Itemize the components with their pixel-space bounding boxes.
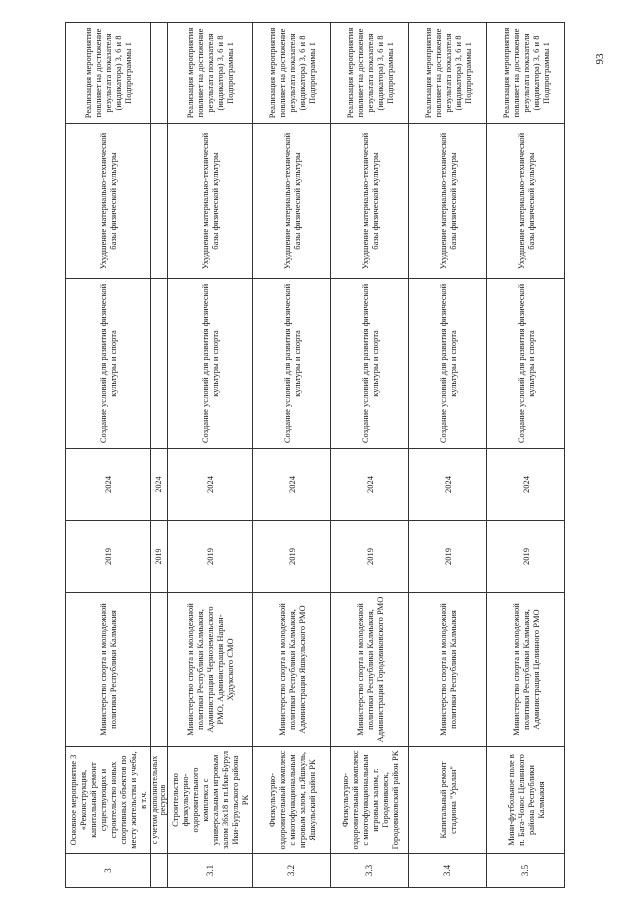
- measure-name: Физкультурно-оздоровительный комплекс с многофункциональным игровым залом, п.Яшкуль, Яшкульский район РК: [253, 747, 331, 854]
- non-implementation-consequence: Ухудшение материально-технической базы физической культуры: [253, 124, 331, 279]
- executor: Министерство спорта и молодежной политики Республики Калмыкия, Администрация Яшкульского РМО: [253, 593, 331, 747]
- indicator-link: Реализация мероприятия повлияет на достижение результата показателя (индикатора) 3, 6 и 8 Подпрограммы 1: [487, 23, 565, 124]
- expected-result: Создание условий для развития физической культуры и спорта: [409, 279, 487, 449]
- expected-result: Создание условий для развития физической культуры и спорта: [331, 279, 409, 449]
- row-number: 3.5: [487, 854, 565, 888]
- measure-name: Строительство физкультурно-оздоровительного комплекса с универсальным игровым залом 36х18 в п.Ики-Бурул Ики-Бурульского района РК: [168, 747, 253, 854]
- executor: Министерство спорта и молодежной политики Республики Калмыкия: [66, 593, 151, 747]
- start-year: 2019: [409, 521, 487, 593]
- non-implementation-consequence: Ухудшение материально-технической базы физической культуры: [409, 124, 487, 279]
- start-year: 2019: [66, 521, 151, 593]
- expected-result: [151, 279, 168, 449]
- non-implementation-consequence: Ухудшение материально-технической базы физической культуры: [168, 124, 253, 279]
- expected-result: Создание условий для развития физической культуры и спорта: [168, 279, 253, 449]
- expected-result: Создание условий для развития физической культуры и спорта: [253, 279, 331, 449]
- indicator-link: Реализация мероприятия повлияет на достижение результата показателя (индикатора) 3, 6 и 8 Подпрограммы 1: [168, 23, 253, 124]
- page-number: 93: [594, 53, 606, 65]
- measure-name: Физкультурно-оздоровительный комплекс с многофункциональным игровым залом, г. Городовиковск, Городовиковский район РК: [331, 747, 409, 854]
- table-row: [253, 23, 331, 888]
- end-year: 2024: [331, 449, 409, 521]
- row-number: 3.4: [409, 854, 487, 888]
- measures-table: [65, 22, 565, 888]
- start-year: 2019: [331, 521, 409, 593]
- end-year: 2024: [151, 449, 168, 521]
- executor: [151, 593, 168, 747]
- row-number: 3.3: [331, 854, 409, 888]
- start-year: 2019: [151, 521, 168, 593]
- row-number: 3.2: [253, 854, 331, 888]
- table-row: [168, 23, 253, 888]
- end-year: 2024: [253, 449, 331, 521]
- row-number: 3: [66, 854, 151, 888]
- executor: Министерство спорта и молодежной политики Республики Калмыкия, Администрация Целинного РМО: [487, 593, 565, 747]
- non-implementation-consequence: Ухудшение материально-технической базы физической культуры: [331, 124, 409, 279]
- indicator-link: [151, 23, 168, 124]
- non-implementation-consequence: [151, 124, 168, 279]
- row-number: [151, 854, 168, 888]
- expected-result: Создание условий для развития физической культуры и спорта: [487, 279, 565, 449]
- indicator-link: Реализация мероприятия повлияет на достижение результата показателя (индикатора) 3, 6 и 8 Подпрограммы 1: [253, 23, 331, 124]
- end-year: 2024: [409, 449, 487, 521]
- indicator-link: Реализация мероприятия повлияет на достижение результата показателя (индикатора) 3, 6 и 8 Подпрограммы 1: [331, 23, 409, 124]
- table-row: [331, 23, 409, 888]
- end-year: 2024: [487, 449, 565, 521]
- measure-name: Капитальный ремонт стадиона "Уралан": [409, 747, 487, 854]
- measure-name: Мини-футбольное поле в п. Бага-Чонос Целинного района Республики Калмыкия: [487, 747, 565, 854]
- end-year: 2024: [66, 449, 151, 521]
- non-implementation-consequence: Ухудшение материально-технической базы физической культуры: [66, 124, 151, 279]
- executor: Министерство спорта и молодежной политики Республики Калмыкия, Администрация Черноземельского РМО, Администрация Нарын-Худукского СМО: [168, 593, 253, 747]
- row-number: 3.1: [168, 854, 253, 888]
- executor: Министерство спорта и молодежной политики Республики Калмыкия: [409, 593, 487, 747]
- start-year: 2019: [168, 521, 253, 593]
- table-row: [151, 23, 168, 888]
- start-year: 2019: [253, 521, 331, 593]
- indicator-link: Реализация мероприятия повлияет на достижение результата показателя (индикатора) 3, 6 и 8 Подпрограммы 1: [66, 23, 151, 124]
- table-frame: [65, 23, 551, 888]
- start-year: 2019: [487, 521, 565, 593]
- measure-name: Основное мероприятие 3 «Реконструкция, капитальный ремонт существующих и строительство новых спортивных объектов по месту жительства и учебы, в т.ч.: [66, 747, 151, 854]
- table-row: [66, 23, 151, 888]
- expected-result: Создание условий для развития физической культуры и спорта: [66, 279, 151, 449]
- executor: Министерство спорта и молодежной политики Республики Калмыкия, Администрация Городовиковского РМО: [331, 593, 409, 747]
- table-row: [487, 23, 565, 888]
- table-row: [409, 23, 487, 888]
- non-implementation-consequence: Ухудшение материально-технической базы физической культуры: [487, 124, 565, 279]
- end-year: 2024: [168, 449, 253, 521]
- measure-name: с учетом дополнительных ресурсов: [151, 747, 168, 854]
- indicator-link: Реализация мероприятия повлияет на достижение результата показателя (индикатора) 3, 6 и 8 Подпрограммы 1: [409, 23, 487, 124]
